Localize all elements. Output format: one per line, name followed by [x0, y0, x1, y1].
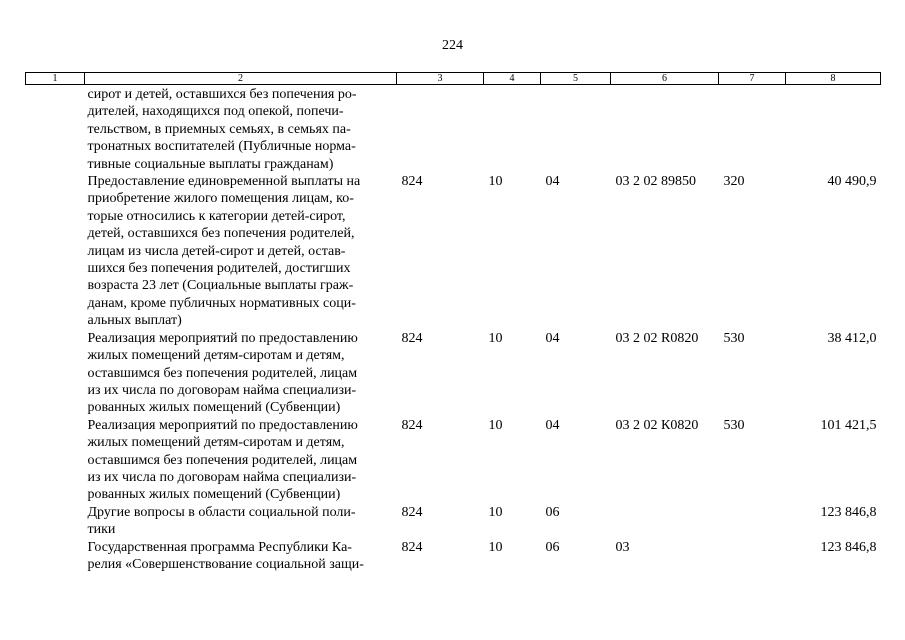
header-col-1: 1 [26, 73, 85, 85]
table-row [26, 85, 881, 174]
row-name-line: дителей, находящихся под опекой, попечи- [87, 104, 344, 120]
expense-type-code: 530 [723, 330, 745, 346]
table-row [26, 539, 881, 574]
row-number-cell [26, 417, 85, 504]
row-name-line: шихся без попечения родителей, достигших [87, 261, 351, 277]
admin-code: 824 [401, 174, 423, 190]
admin-code: 824 [401, 539, 423, 555]
row-name-line: тельством, в приемных семьях, в семьях па- [87, 121, 351, 137]
row-name [85, 330, 397, 417]
table-row [26, 173, 881, 330]
row-name-line: лицам из числа детей-сирот и детей, остав- [87, 243, 346, 259]
target-article-code [611, 504, 719, 539]
row-name [85, 173, 397, 330]
row-name-line: жилых помещений детям-сиротам и детям, [87, 435, 345, 451]
subsection-code: 06 [545, 504, 560, 520]
row-name-line: тики [87, 522, 116, 538]
expense-type-code [719, 85, 786, 174]
row-name-line: оставшимся без попечения родителей, лицам [87, 365, 358, 381]
amount: 38 412,0 [827, 330, 877, 346]
row-name-line: сирот и детей, оставшихся без попечения ро- [87, 87, 357, 102]
column-number-header [26, 73, 881, 85]
admin-code: 824 [401, 330, 423, 346]
row-number-cell [26, 330, 85, 417]
header-col-5: 5 [541, 73, 611, 85]
row-name-line: Предоставление единовременной выплаты на [87, 174, 361, 190]
subsection-code: 04 [545, 174, 560, 190]
section-code: 10 [488, 504, 503, 520]
amount: 101 421,5 [820, 417, 877, 433]
row-name-line: Другие вопросы в области социальной поли- [87, 504, 356, 520]
expense-type-code [719, 539, 786, 574]
row-name-line: Государственная программа Республики Ка- [87, 539, 352, 555]
admin-code: 824 [401, 417, 423, 433]
amount [786, 85, 881, 174]
row-number-cell [26, 85, 85, 174]
row-name-line: Реализация мероприятий по предоставлению [87, 330, 358, 346]
row-name-line: альных выплат) [87, 313, 182, 329]
table-row [26, 417, 881, 504]
row-name-line: оставшимся без попечения родителей, лицам [87, 452, 358, 468]
admin-code [397, 85, 484, 174]
subsection-code [541, 85, 611, 174]
amount: 123 846,8 [820, 504, 877, 520]
row-name-line: рованных жилых помещений (Субвенции) [87, 400, 341, 416]
row-number-cell [26, 504, 85, 539]
admin-code: 824 [401, 504, 423, 520]
subsection-code: 06 [545, 539, 560, 555]
row-name [85, 504, 397, 539]
header-col-4: 4 [484, 73, 541, 85]
section-code: 10 [488, 174, 503, 190]
row-name-line: релия «Совершенствование социальной защи- [87, 556, 364, 572]
header-col-7: 7 [719, 73, 786, 85]
row-name-line: тронатных воспитателей (Публичные норма- [87, 139, 356, 155]
section-code [484, 85, 541, 174]
page-number: 224 [442, 38, 463, 53]
header-col-3: 3 [397, 73, 484, 85]
row-name-line: данам, кроме публичных нормативных соци- [87, 295, 356, 311]
table-row [26, 504, 881, 539]
row-name-line: из их числа по договорам найма специализи- [87, 469, 357, 485]
row-name-line: детей, оставшихся без попечения родителей, [87, 226, 355, 242]
expense-type-code: 320 [723, 174, 745, 190]
section-code: 10 [488, 417, 503, 433]
expense-type-code [719, 504, 786, 539]
row-name-line: Реализация мероприятий по предоставлению [87, 417, 358, 433]
target-article-code: 03 2 02 R0820 [615, 330, 699, 346]
row-number-cell [26, 173, 85, 330]
subsection-code: 04 [545, 330, 560, 346]
header-col-6: 6 [611, 73, 719, 85]
amount: 123 846,8 [820, 539, 877, 555]
row-name [85, 417, 397, 504]
header-col-2: 2 [85, 73, 397, 85]
row-name-line: рованных жилых помещений (Субвенции) [87, 487, 341, 503]
table-row [26, 330, 881, 417]
subsection-code: 04 [545, 417, 560, 433]
budget-table [25, 72, 881, 573]
expense-type-code: 530 [723, 417, 745, 433]
row-name-line: тивные социальные выплаты гражданам) [87, 156, 334, 172]
row-name-line: жилых помещений детям-сиротам и детям, [87, 348, 345, 364]
target-article-code: 03 [615, 539, 630, 555]
target-article-code: 03 2 02 К0820 [615, 417, 699, 433]
section-code: 10 [488, 539, 503, 555]
row-name-line: приобретение жилого помещения лицам, ко- [87, 191, 354, 207]
header-col-8: 8 [786, 73, 881, 85]
row-name-line: торые относились к категории детей-сирот, [87, 208, 346, 224]
section-code: 10 [488, 330, 503, 346]
row-name-line: возраста 23 лет (Социальные выплаты граж- [87, 278, 354, 294]
row-number-cell [26, 539, 85, 574]
target-article-code [611, 85, 719, 174]
target-article-code: 03 2 02 89850 [615, 174, 696, 190]
amount: 40 490,9 [827, 174, 877, 190]
row-name-line: из их числа по договорам найма специализи- [87, 382, 357, 398]
row-name [85, 85, 397, 174]
row-name [85, 539, 397, 574]
